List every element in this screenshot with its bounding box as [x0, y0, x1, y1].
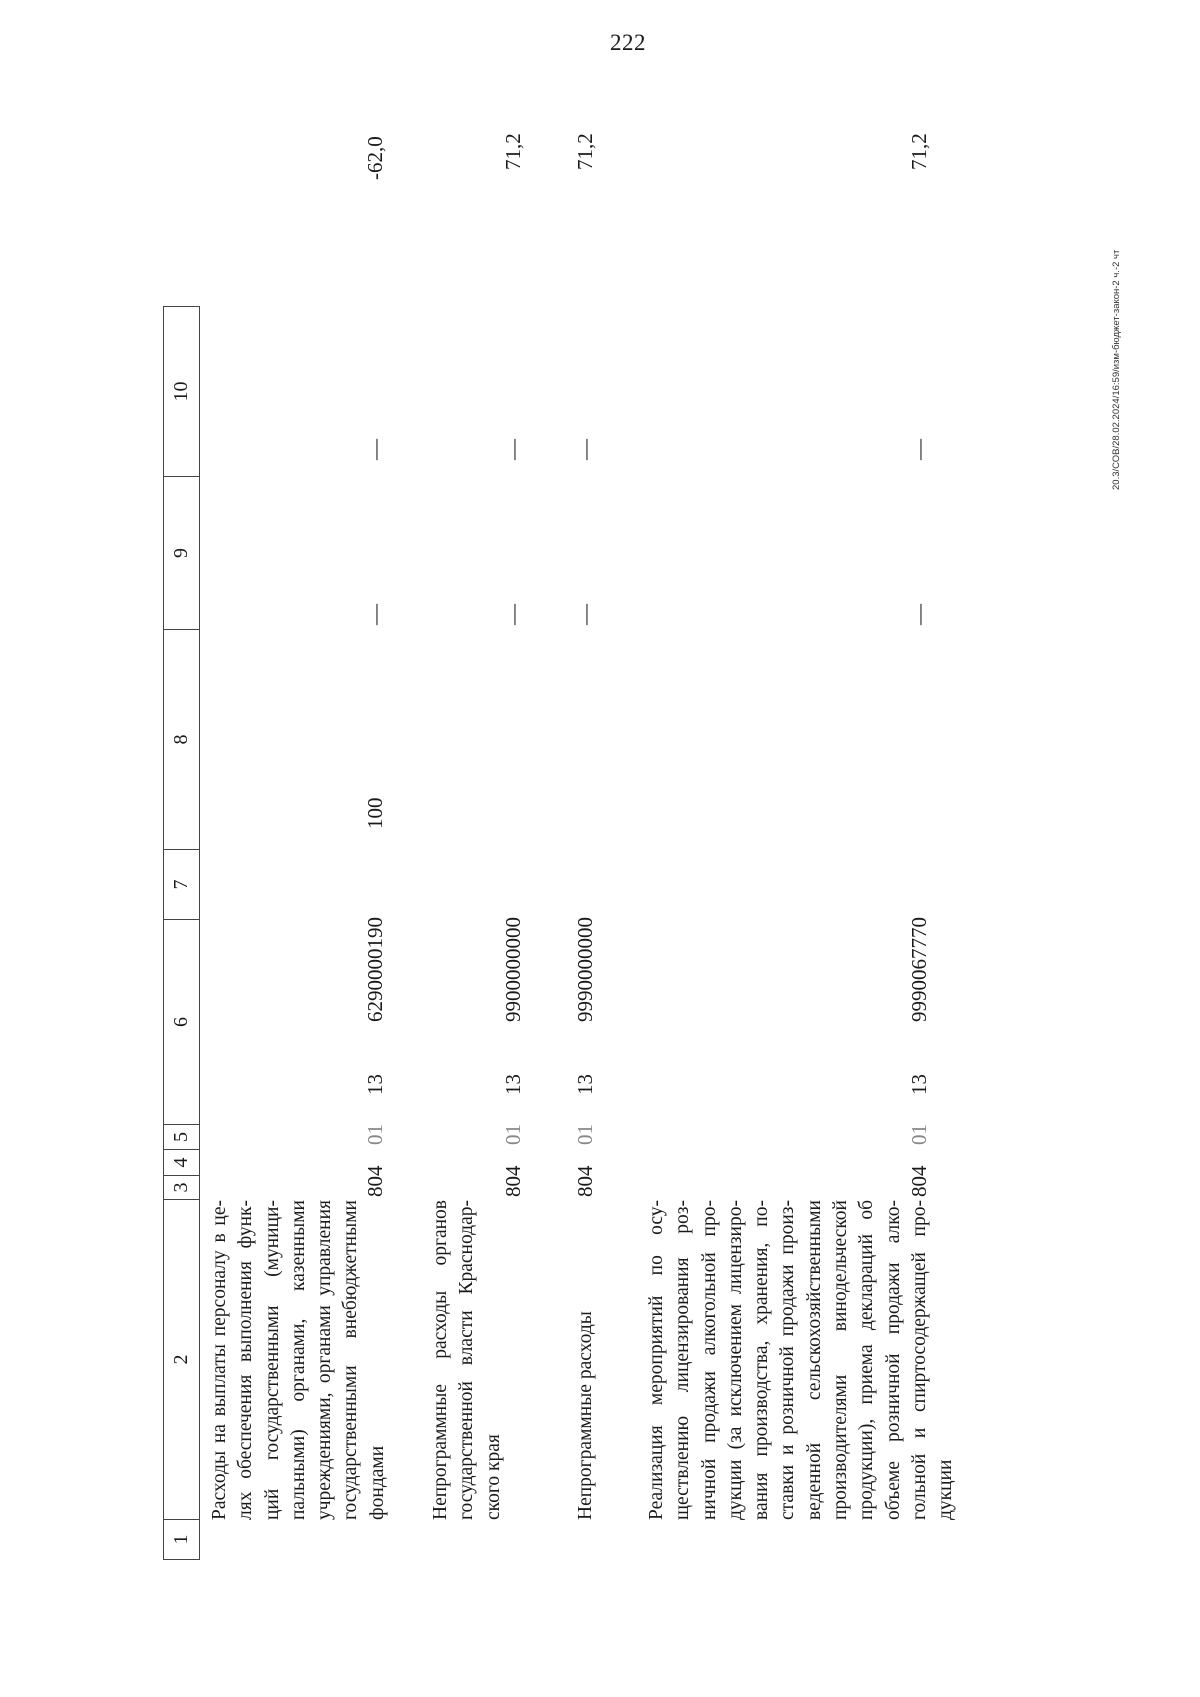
column-header-6: 6: [164, 920, 200, 1125]
cell-col9: —: [363, 439, 387, 460]
column-header-3: 3: [164, 1176, 200, 1200]
footer-document-code: 20.3/СОВ/28.02.2024/16:59/изм-бюджет-закон-2 ч.-2 чт: [1111, 249, 1122, 490]
cell-col3: 804: [501, 1165, 525, 1197]
cell-col6: 6290000190: [363, 917, 387, 1022]
column-header-9: 9: [164, 477, 200, 630]
cell-col6: 9990067770: [907, 917, 931, 1022]
row-description: Непрограммные расходы: [575, 1311, 596, 1520]
column-header-1: 1: [164, 1520, 200, 1560]
cell-col4: 01: [907, 1124, 931, 1145]
rotated-table-sheet: [163, 80, 1163, 1560]
column-header-7: 7: [164, 850, 200, 920]
row-description: Непрограммные расходы органов государственной власти Краснодарского края: [430, 1200, 504, 1520]
cell-col10: 71,2: [907, 133, 931, 170]
cell-col6: 9990000000: [573, 917, 597, 1022]
cell-col9: —: [573, 439, 597, 460]
cell-col5: 13: [363, 1074, 387, 1095]
cell-col10: -62,0: [363, 136, 387, 180]
cell-col8: —: [907, 604, 931, 625]
cell-col3: 804: [907, 1165, 931, 1197]
column-header-row: [163, 306, 200, 1560]
cell-col4: 01: [363, 1124, 387, 1145]
row-description: Реализация мероприятий по осуществлению лицензирования розничной продажи алкогольной продукции (за исключением лицензирования производства, хранения, поставки и розничной продажи произведенной сельскохозяйственными производителями винодельческой продукции), приема деклараций об объеме розничной продажи алкогольной и спиртосодержащей продукции: [646, 1200, 957, 1520]
cell-col6: 9900000000: [501, 917, 525, 1022]
cell-col8: —: [363, 604, 387, 625]
cell-col3: 804: [573, 1165, 597, 1197]
cell-col9: —: [907, 439, 931, 460]
page-number: 222: [610, 30, 646, 55]
cell-col5: 13: [573, 1074, 597, 1095]
cell-col10: 71,2: [573, 133, 597, 170]
column-header-5: 5: [164, 1125, 200, 1150]
cell-col7: 100: [363, 797, 387, 829]
cell-col9: —: [501, 439, 525, 460]
column-header-2: 2: [164, 1200, 200, 1520]
column-header-8: 8: [164, 630, 200, 850]
cell-col8: —: [501, 604, 525, 625]
row-description: Расходы на выплаты персоналу в целях обеспечения выполнения функций государственными (муниципальными) органами, казенными учреждениями, органами управления государственными внебюджетными фондами: [209, 1200, 388, 1520]
cell-col4: 01: [501, 1124, 525, 1145]
column-header-4: 4: [164, 1150, 200, 1176]
cell-col5: 13: [907, 1074, 931, 1095]
column-header-10: 10: [164, 307, 200, 477]
cell-col3: 804: [363, 1165, 387, 1197]
cell-col4: 01: [573, 1124, 597, 1145]
cell-col8: —: [573, 604, 597, 625]
cell-col10: 71,2: [501, 133, 525, 170]
cell-col5: 13: [501, 1074, 525, 1095]
